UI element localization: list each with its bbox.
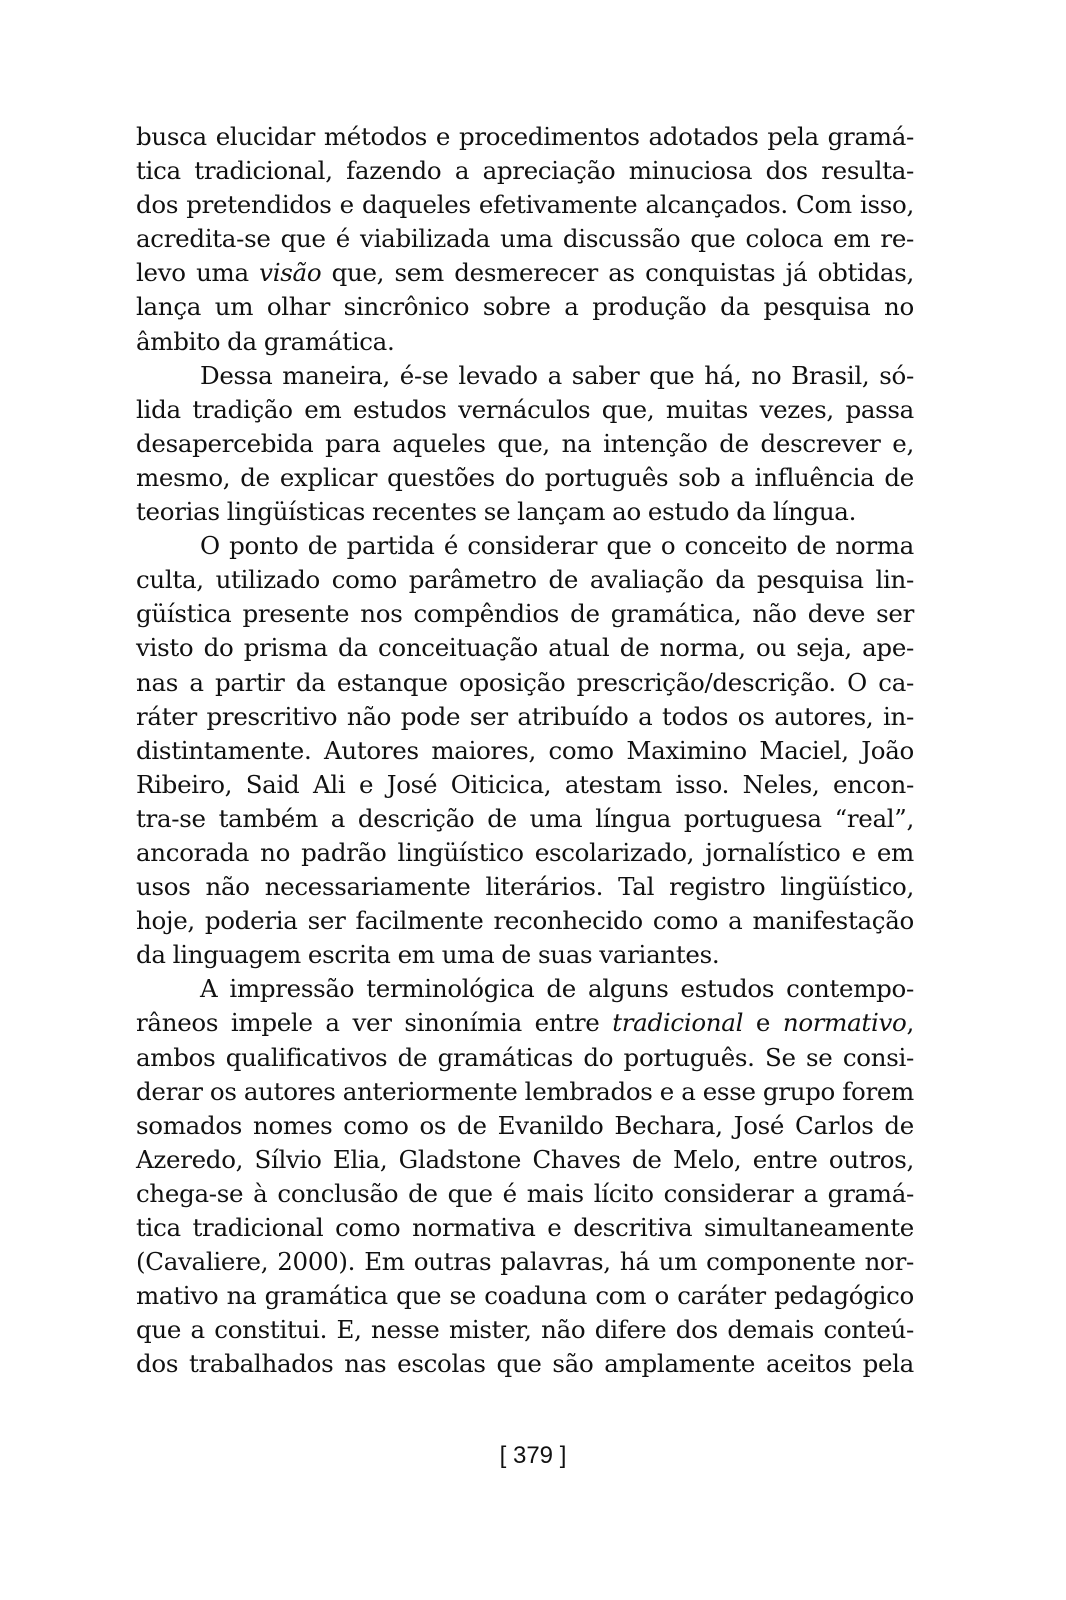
text-line: mativo na gramática que se coaduna com o caráter pedagógico bbox=[136, 1281, 914, 1311]
text-line: levo uma visão que, sem desmerecer as conquistas já obtidas, bbox=[136, 258, 914, 288]
text-line: lança um olhar sincrônico sobre a produção da pesquisa no bbox=[136, 292, 914, 322]
text-line: tra-se também a descrição de uma língua portuguesa “real”, bbox=[136, 803, 914, 833]
text-line: tica tradicional como normativa e descritiva simultaneamente bbox=[136, 1213, 914, 1242]
text-line: âmbito da gramática. bbox=[136, 326, 395, 356]
text-line: derar os autores anteriormente lembrados e a esse grupo forem bbox=[136, 1076, 914, 1106]
text-line: (Cavaliere, 2000). Em outras palavras, há um componente nor- bbox=[136, 1247, 914, 1277]
text-line: güística presente nos compêndios de gramática, não deve ser bbox=[136, 599, 914, 629]
text-line: ráter prescritivo não pode ser atribuído a todos os autores, in- bbox=[136, 701, 914, 731]
text-line: busca elucidar métodos e procedimentos adotados pela gramá- bbox=[136, 122, 914, 151]
paragraph bbox=[136, 529, 914, 972]
paragraph bbox=[136, 120, 914, 359]
text-line: râneos impele a ver sinonímia entre tradicional e normativo, bbox=[136, 1008, 914, 1038]
text-line: nas a partir da estanque oposição prescrição/descrição. O ca- bbox=[136, 667, 914, 697]
text-line: distintamente. Autores maiores, como Maximino Maciel, João bbox=[136, 735, 914, 765]
text-line: da linguagem escrita em uma de suas variantes. bbox=[136, 940, 720, 970]
text-line: dos pretendidos e daqueles efetivamente alcançados. Com isso, bbox=[136, 190, 914, 220]
text-line: hoje, poderia ser facilmente reconhecido como a manifestação bbox=[136, 906, 914, 936]
text-line: acredita-se que é viabilizada uma discussão que coloca em re- bbox=[136, 224, 914, 254]
text-line: ambos qualificativos de gramáticas do português. Se se consi- bbox=[136, 1042, 914, 1072]
paragraph bbox=[136, 972, 914, 1381]
text-line: dos trabalhados nas escolas que são amplamente aceitos pela bbox=[136, 1349, 914, 1379]
text-line: visto do prisma da conceituação atual de norma, ou seja, ape- bbox=[136, 633, 914, 663]
text-line: teorias lingüísticas recentes se lançam ao estudo da língua. bbox=[136, 497, 857, 527]
text-line: ancorada no padrão lingüístico escolarizado, jornalístico e em bbox=[136, 837, 914, 867]
text-line: mesmo, de explicar questões do português sob a influência de bbox=[136, 462, 914, 492]
text-line: lida tradição em estudos vernáculos que, muitas vezes, passa bbox=[136, 394, 914, 424]
text-line: Ribeiro, Said Ali e José Oiticica, atestam isso. Neles, encon- bbox=[136, 769, 914, 799]
text-line: culta, utilizado como parâmetro de avaliação da pesquisa lin- bbox=[136, 565, 914, 595]
body-text bbox=[136, 120, 914, 1381]
text-line: usos não necessariamente literários. Tal registro lingüístico, bbox=[136, 872, 914, 902]
text-line: A impressão terminológica de alguns estudos contempo- bbox=[200, 974, 914, 1004]
text-line: chega-se à conclusão de que é mais lícito considerar a gramá- bbox=[136, 1178, 914, 1208]
page-number: [ 379 ] bbox=[499, 1442, 567, 1469]
text-line: tica tradicional, fazendo a apreciação minuciosa dos resulta- bbox=[136, 156, 914, 186]
text-line: desapercebida para aqueles que, na intenção de descrever e, bbox=[136, 428, 914, 458]
paragraph bbox=[136, 359, 914, 529]
text-line: Azeredo, Sílvio Elia, Gladstone Chaves de Melo, entre outros, bbox=[136, 1144, 914, 1174]
text-line: Dessa maneira, é-se levado a saber que há, no Brasil, só- bbox=[200, 360, 914, 390]
text-line: somados nomes como os de Evanildo Bechara, José Carlos de bbox=[136, 1110, 914, 1140]
text-line: O ponto de partida é considerar que o conceito de norma bbox=[200, 531, 914, 561]
text-line: que a constitui. E, nesse mister, não difere dos demais conteú- bbox=[136, 1315, 914, 1345]
